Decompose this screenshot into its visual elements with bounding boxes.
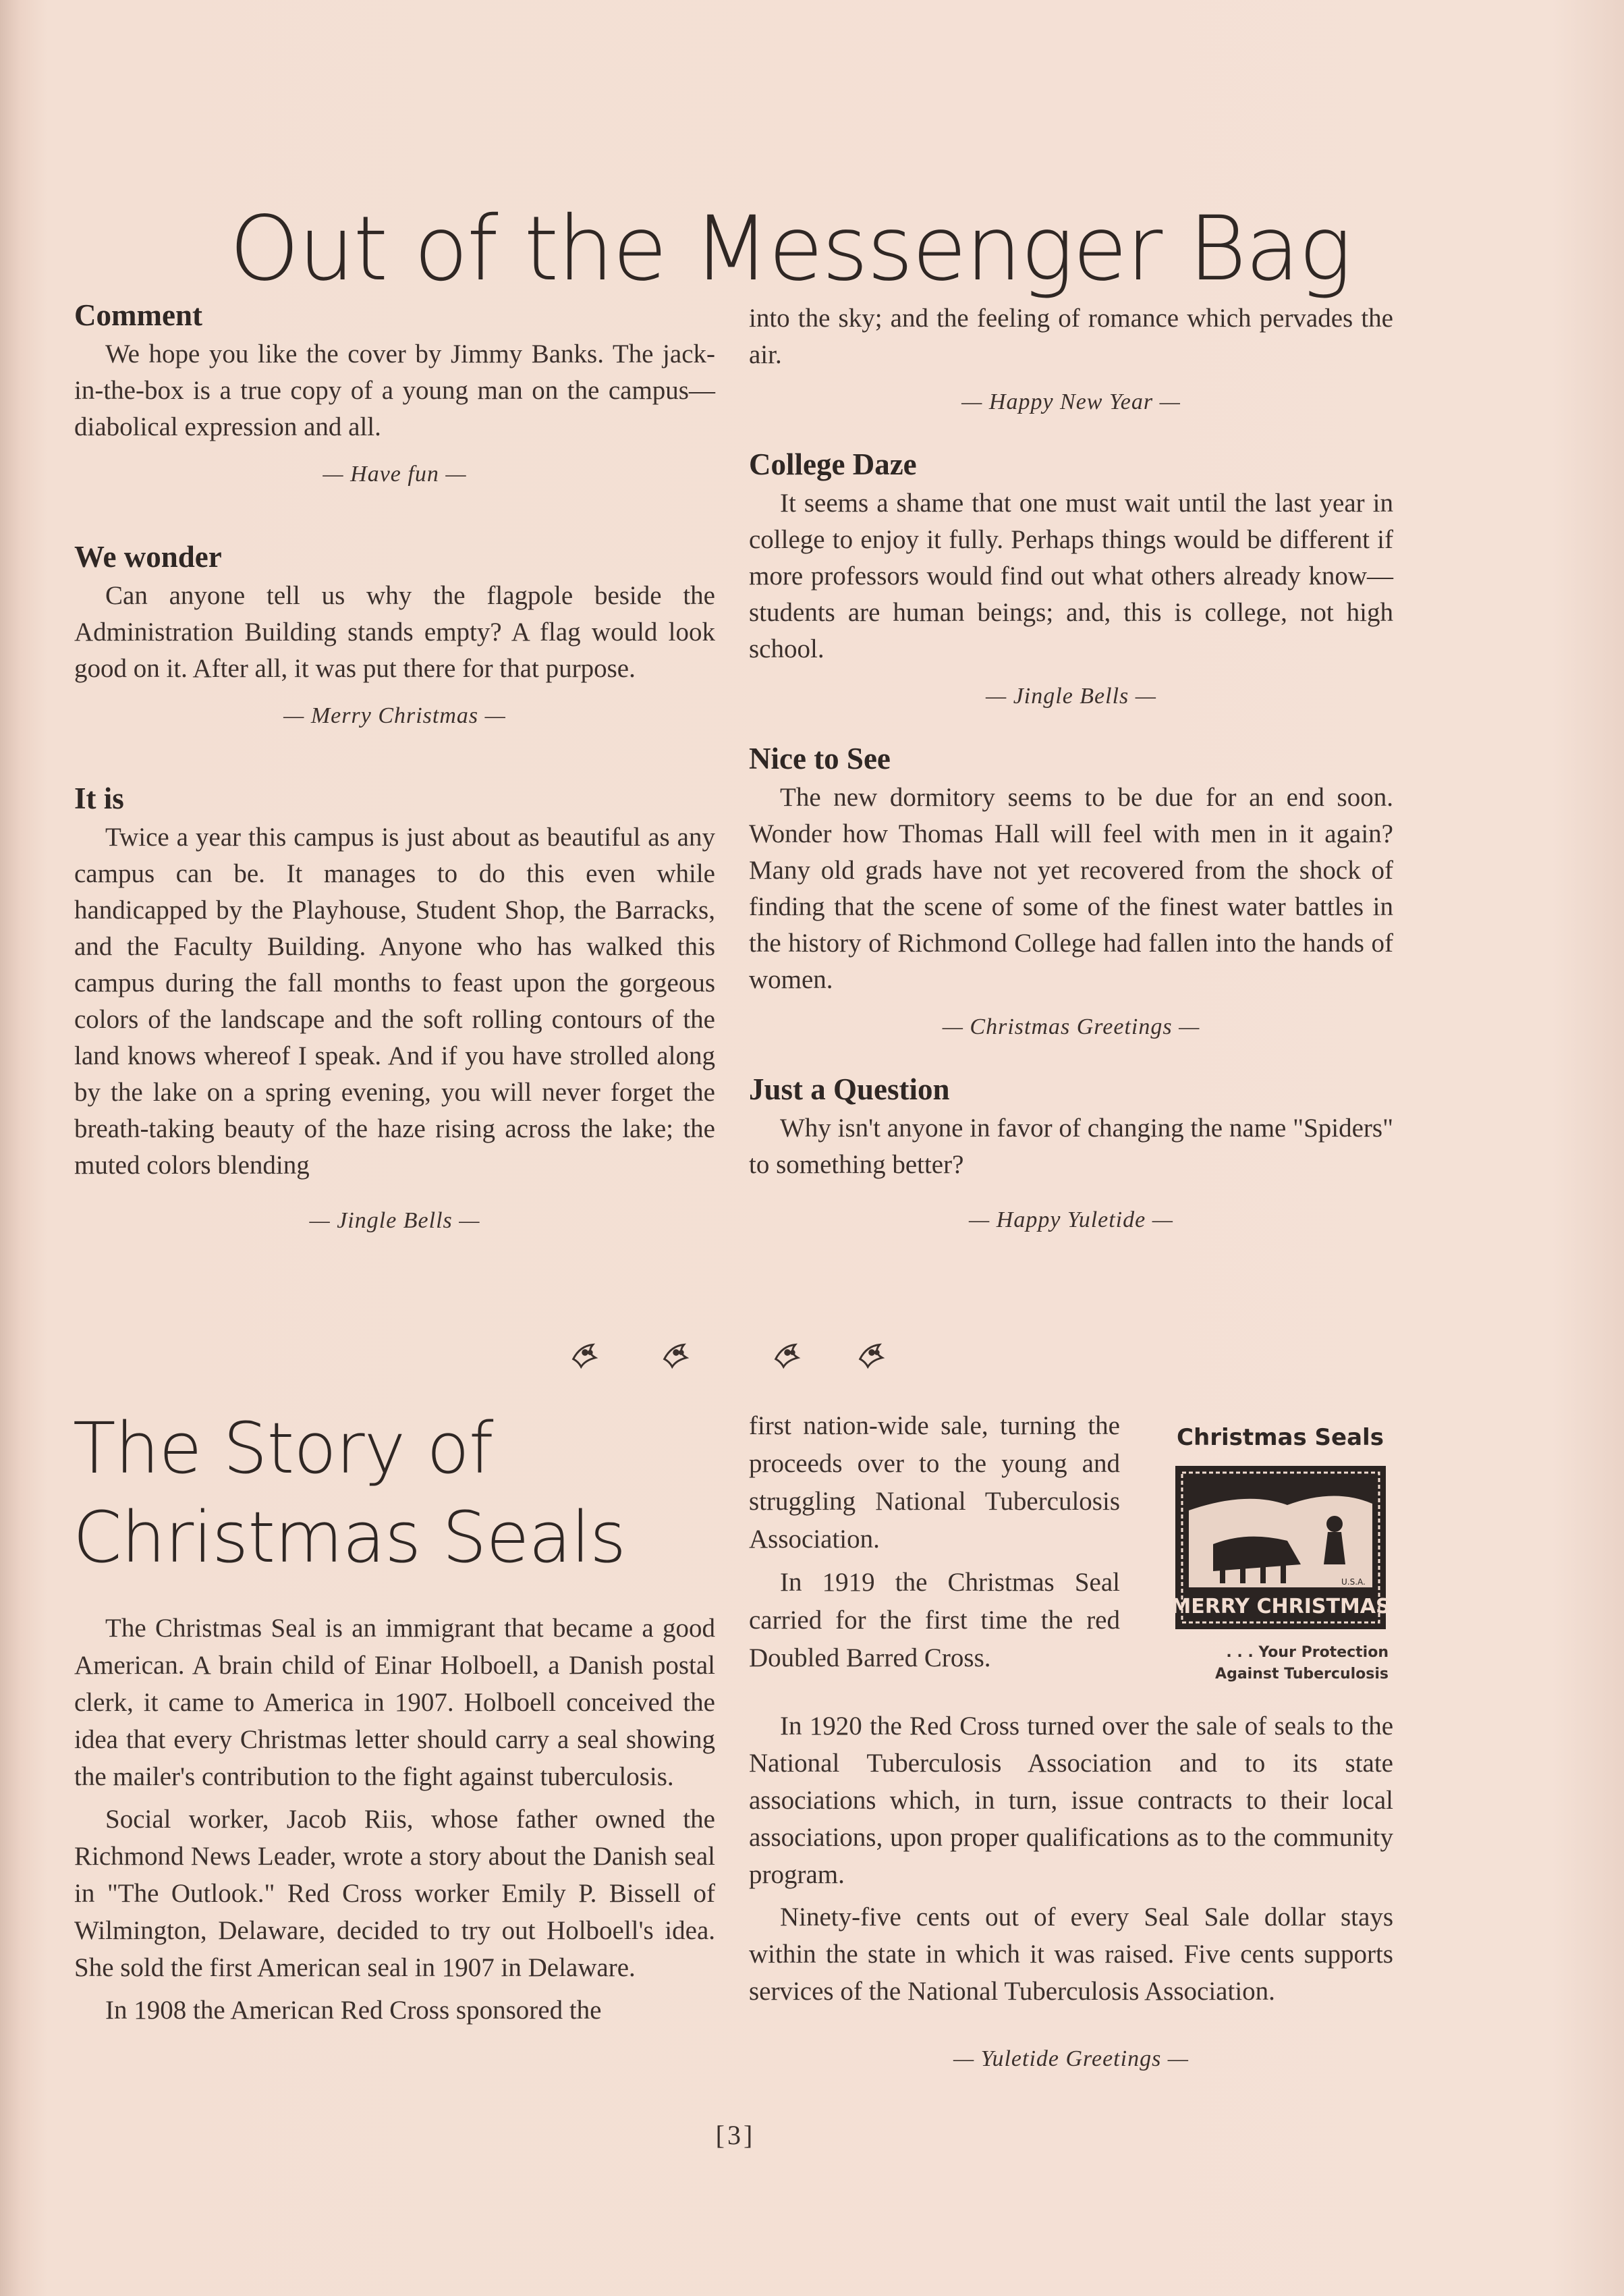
section-signoff: — Merry Christmas — <box>283 703 506 728</box>
story-paragraph: first nation-wide sale, turning the proceeds over to the young and struggling National Tuberculosis Association. <box>749 1411 1120 1554</box>
section-comment <box>74 297 715 491</box>
story-paragraph: Ninety-five cents out of every Seal Sale dollar stays within the state in which it was raised. Five cents supports services of the National Tuberculosis Association. <box>749 1903 1393 2006</box>
section-heading: It is <box>74 782 124 815</box>
seal-caption-line: Against Tuberculosis <box>1215 1666 1389 1683</box>
section-heading: Just a Question <box>749 1072 950 1106</box>
story-paragraph: In 1908 the American Red Cross sponsored the <box>105 1996 602 2025</box>
seal-caption-line: . . . Your Protection <box>1226 1644 1389 1661</box>
section-we-wonder <box>74 539 715 733</box>
page-number: [3] <box>715 2120 756 2150</box>
story-left-column <box>74 1610 715 2029</box>
page-title: Out of the Messenger Bag <box>229 197 1351 302</box>
section-heading: We wonder <box>74 540 222 574</box>
story-title-line: Christmas Seals <box>73 1496 626 1579</box>
continuation-paragraph: into the sky; and the feeling of romance which pervades the air. <box>749 304 1393 369</box>
seal-usa: U.S.A. <box>1341 1577 1366 1587</box>
christmas-seal-figure <box>1164 1424 1397 1694</box>
holly-sprig-icon <box>853 1333 893 1372</box>
section-paragraph: Twice a year this campus is just about as beautiful as any campus can be. It manages to do this even while handicapped by the Playhouse, Student Shop, the Barracks, and the Faculty Building. Anyone who has walked this campus during the fall months to feast upon the gorgeous colors of the landscape and the soft rolling contours of the land knows whereof I speak. And if you have strolled along by the lake on a spring evening, you will never forget the breath-taking beauty of the haze rising across the lake; the muted colors blending <box>74 823 715 1180</box>
holly-sprig-icon <box>658 1333 697 1372</box>
section-signoff: — Jingle Bells — <box>309 1208 480 1233</box>
story-paragraph: In 1919 the Christmas Seal carried for the first time the red Doubled Barred Cross. <box>749 1568 1120 1672</box>
holly-sprig-icon <box>769 1333 808 1372</box>
section-heading: Comment <box>74 298 202 332</box>
section-heading: Nice to See <box>749 742 891 775</box>
section-signoff: — Happy Yuletide — <box>969 1207 1173 1232</box>
section-paragraph: Can anyone tell us why the flagpole beside the Administration Building stands empty? A flag would look good on it. After all, it was put there for that purpose. <box>74 581 715 683</box>
section-heading: College Daze <box>749 447 917 481</box>
holly-sprig-icon <box>567 1333 606 1372</box>
section-signoff: — Jingle Bells — <box>985 684 1157 709</box>
christmas-seal-stamp <box>1173 1463 1389 1632</box>
left-column <box>74 297 715 1238</box>
ornament-row <box>567 1333 918 1380</box>
story-title <box>73 1404 714 1582</box>
right-column <box>749 300 1393 1237</box>
section-college-daze <box>749 446 1393 713</box>
section-paragraph: The new dormitory seems to be due for an end soon. Wonder how Thomas Hall will feel with men in it again? Many old grads have not yet recovered from the shock of finding that the scene of some of the finest water battles in the history of Richmond College had fallen into the hands of women. <box>749 783 1393 994</box>
section-signoff: — Have fun — <box>323 462 467 487</box>
story-title-line: The Story of <box>73 1407 493 1489</box>
story-signoff: — Yuletide Greetings — <box>953 2046 1189 2071</box>
section-paragraph: Why isn't anyone in favor of changing the name "Spiders" to something better? <box>749 1114 1393 1179</box>
section-paragraph: We hope you like the cover by Jimmy Banks. The jack-in-the-box is a true copy of a young man on the campus—diabolical expression and all. <box>74 339 715 441</box>
seal-banner: MERRY CHRISTMAS <box>1172 1595 1389 1618</box>
story-paragraph: In 1920 the Red Cross turned over the sale of seals to the National Tuberculosis Association and to its state associations which, in turn, issue contracts to their local associations, upon proper qualifications as to the community program. <box>749 1712 1393 1889</box>
section-signoff: — Happy New Year — <box>961 389 1181 414</box>
section-paragraph: It seems a shame that one must wait until the last year in college to enjoy it fully. Perhaps things would be different if more professors would find out what others already know—students are human beings; and, this is college, not high school. <box>749 489 1393 663</box>
section-signoff: — Christmas Greetings — <box>942 1014 1200 1039</box>
story-paragraph: Social worker, Jacob Riis, whose father owned the Richmond News Leader, wrote a story about the Danish seal in "The Outlook." Red Cross worker Emily P. Bissell of Wilmington, Delaware, decided to try out Holboell's idea. She sold the first American seal in 1907 in Delaware. <box>74 1805 715 1982</box>
story-paragraph: The Christmas Seal is an immigrant that became a good American. A brain child of Einar Holboell, a Danish postal clerk, it came to America in 1907. Holboell conceived the idea that every Christmas letter should carry a seal showing the mailer's contribution to the fight against tuberculosis. <box>74 1614 715 1791</box>
story-right-bottom <box>749 1707 1393 2076</box>
seal-caption <box>1164 1642 1397 1685</box>
seal-heading: Christmas Seals <box>1177 1424 1384 1451</box>
section-just-a-question <box>749 1071 1393 1237</box>
story-right-top <box>749 1407 1120 1677</box>
section-nice-to-see <box>749 740 1393 1044</box>
section-it-is <box>74 780 715 1238</box>
